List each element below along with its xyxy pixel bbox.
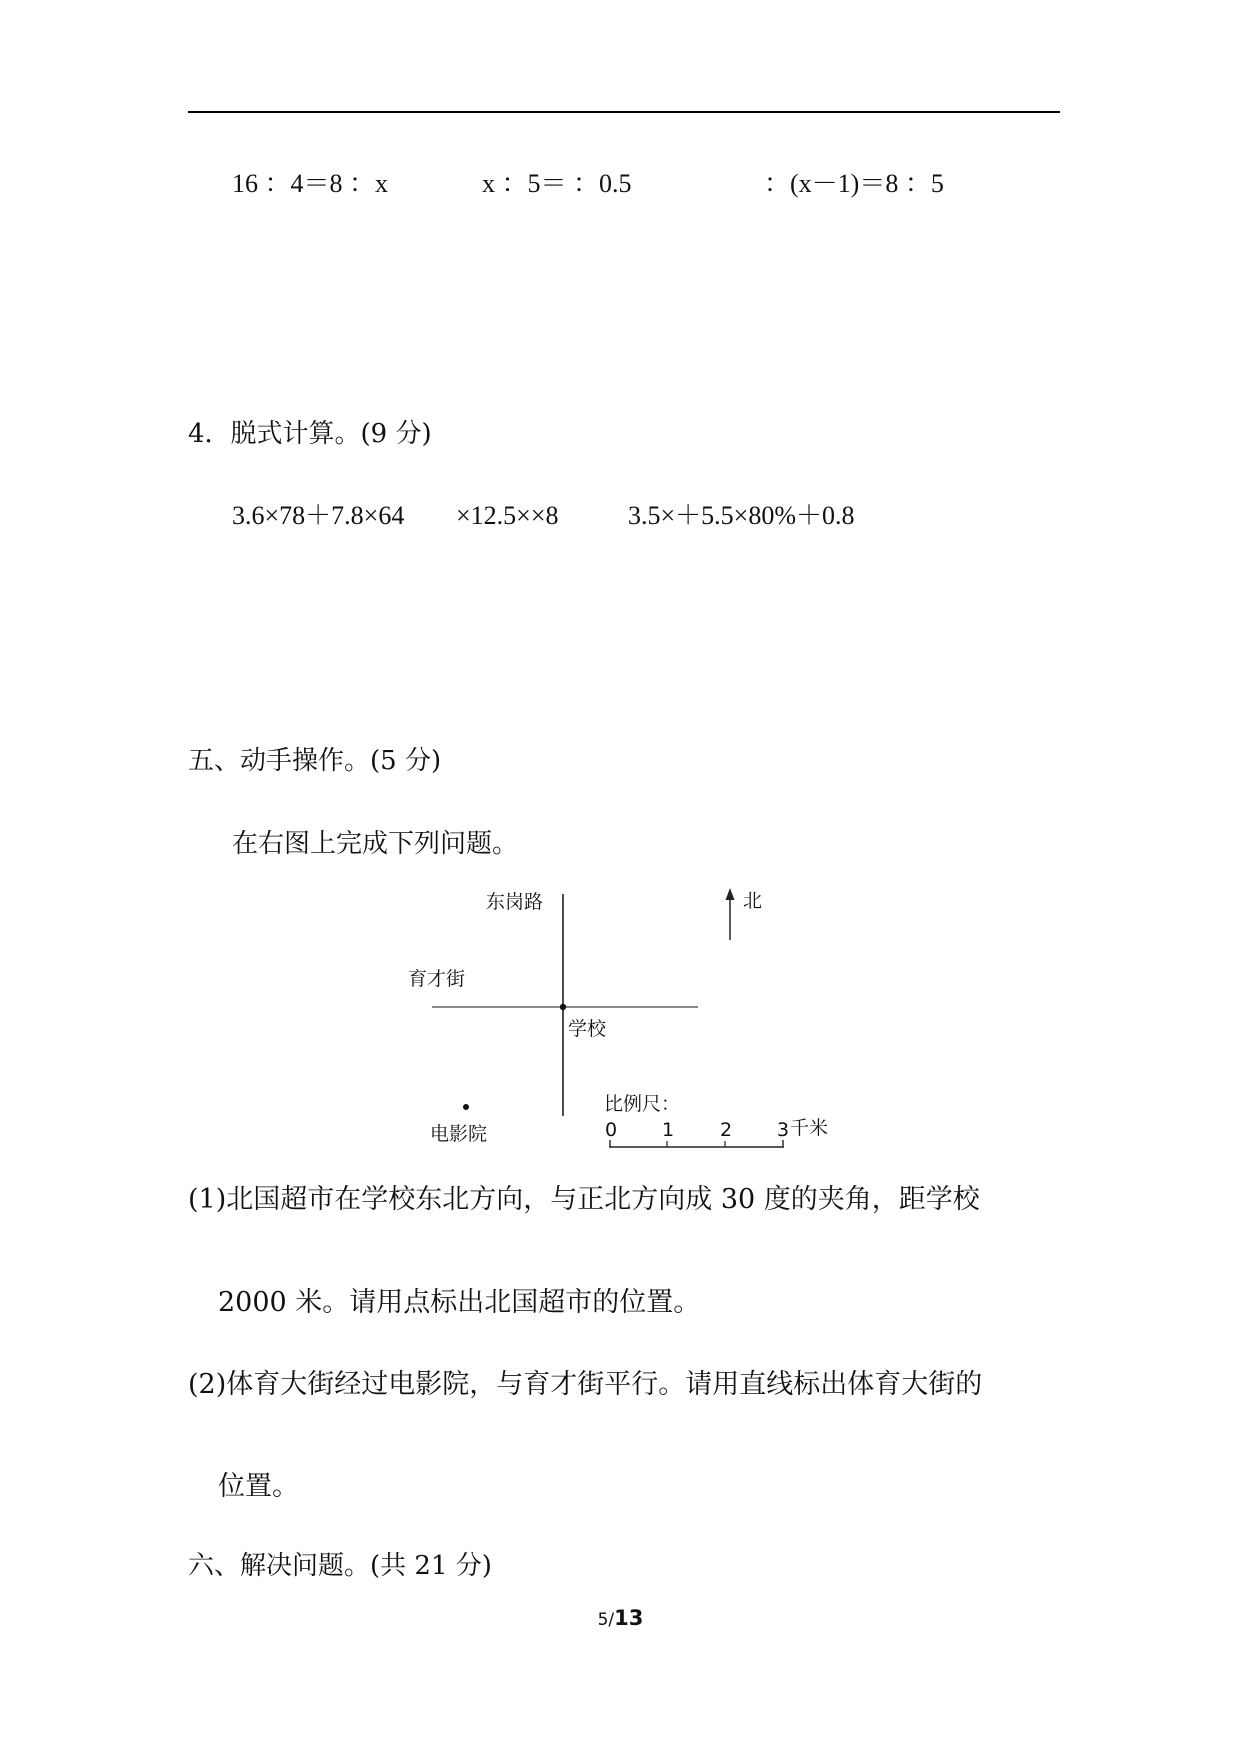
- question-2-line-2: 位置。: [218, 1471, 299, 1502]
- expression-1: 3.6×78＋7.8×64: [232, 501, 405, 530]
- label-scale-title: 比例尺：: [604, 1093, 681, 1115]
- page-number: [0, 1606, 1241, 1630]
- map-diagram: [400, 870, 860, 1160]
- label-north: 北: [743, 890, 763, 912]
- instruction: 在右图上完成下列问题。: [232, 829, 519, 859]
- section-4-title: 4．脱式计算。(9 分): [188, 419, 432, 449]
- equation-1: 16 ：4＝8 ：x: [232, 169, 389, 198]
- scale-tick-label-0: 0: [605, 1119, 618, 1141]
- label-road-vertical: 东岗路: [486, 891, 544, 913]
- equation-2: x ：5＝ ：0.5: [482, 169, 632, 198]
- question-2-line-1: (2)体育大街经过电影院，与育才街平行。请用直线标出体育大街的: [188, 1369, 983, 1400]
- page-current: 5/: [597, 1610, 615, 1630]
- label-cinema: 电影院: [430, 1123, 488, 1145]
- section-6-title: 六、解决问题。(共 21 分): [188, 1551, 492, 1581]
- expression-2: ×12.5××8: [456, 501, 559, 530]
- scale-tick-label-3: 3: [777, 1119, 790, 1141]
- equation-3: ：(x－1)＝8 ：5: [764, 169, 944, 198]
- section-5-title: 五、动手操作。(5 分): [188, 746, 442, 776]
- label-road-horizontal: 育才街: [408, 968, 466, 990]
- label-school: 学校: [568, 1018, 607, 1040]
- question-1-line-2: 2000 米。请用点标出北国超市的位置。: [218, 1287, 701, 1318]
- question-1-line-1: (1)北国超市在学校东北方向，与正北方向成 30 度的夹角，距学校: [188, 1184, 980, 1215]
- scale-tick-label-2: 2: [720, 1119, 733, 1141]
- scale-tick-label-1: 1: [662, 1119, 675, 1141]
- cinema-point: [463, 1104, 469, 1110]
- expression-3: 3.5×＋5.5×80%＋0.8: [628, 501, 855, 530]
- page-total: 13: [614, 1606, 644, 1630]
- school-point: [560, 1004, 566, 1010]
- north-arrowhead-icon: [726, 888, 735, 900]
- label-scale-unit: 千米: [790, 1117, 829, 1139]
- header-rule: [188, 111, 1060, 113]
